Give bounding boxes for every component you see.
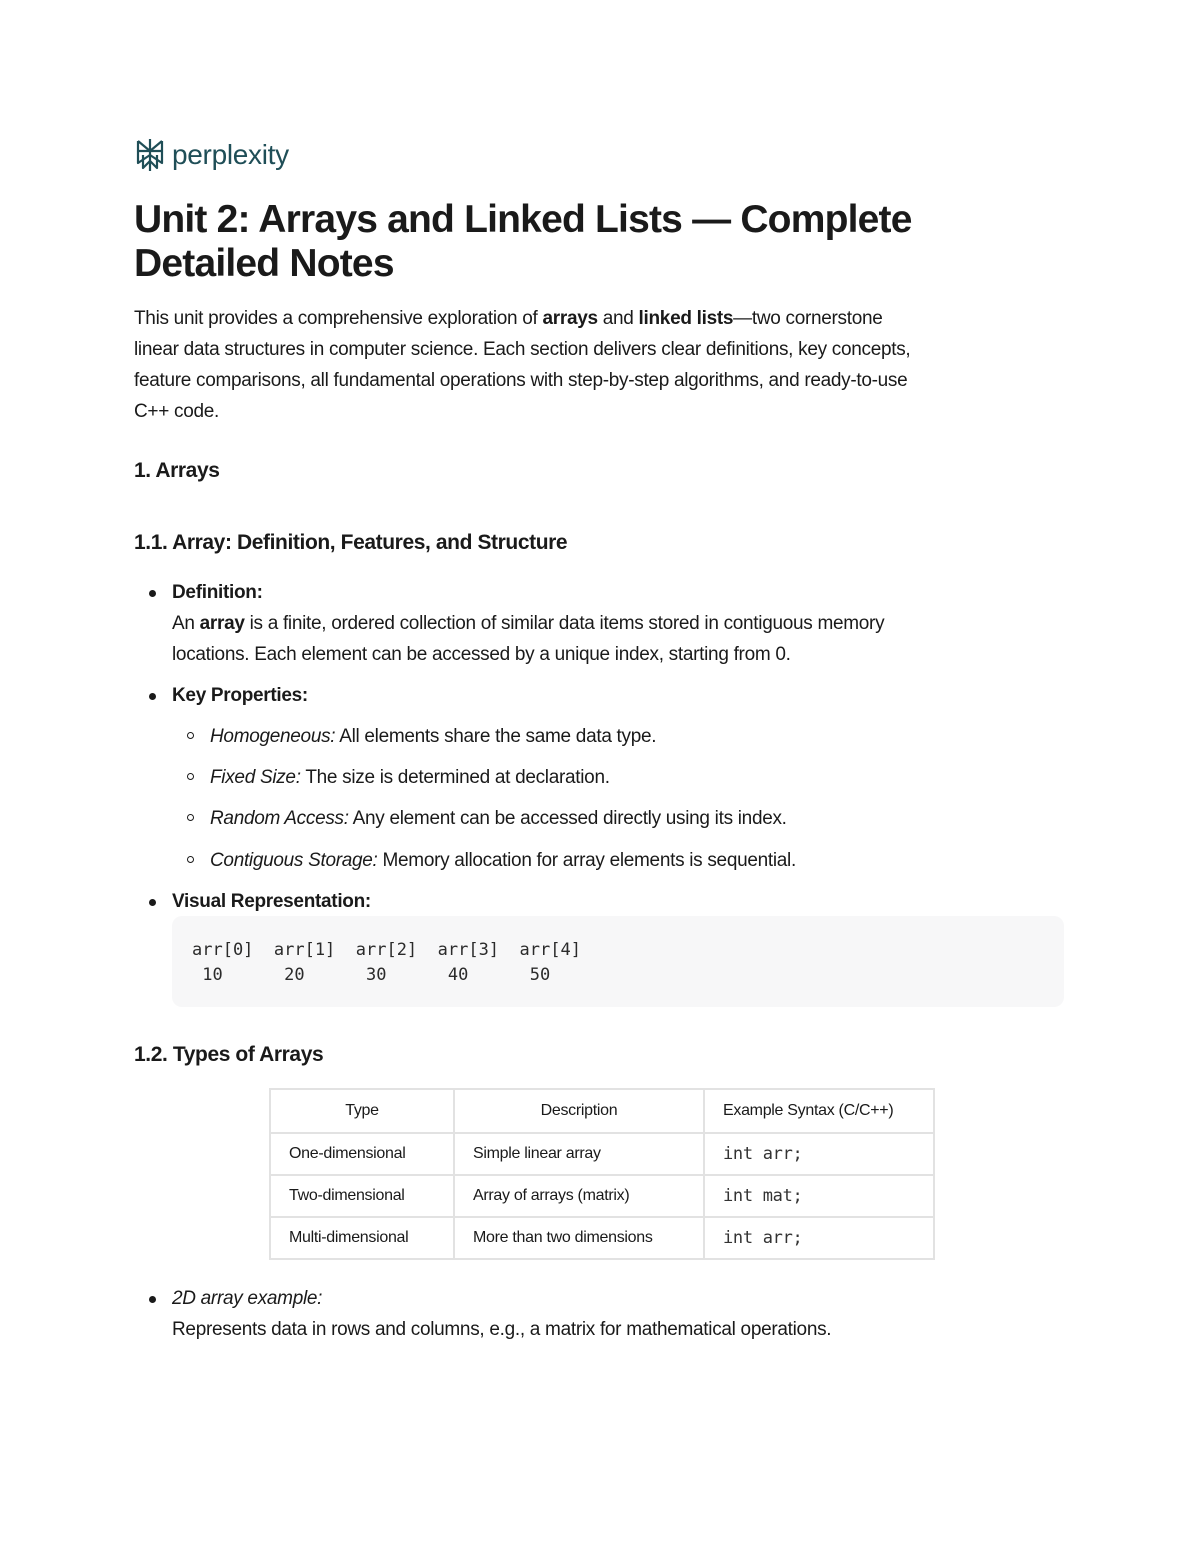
brand-wordmark: perplexity (172, 139, 289, 170)
bullet-marker (149, 1296, 156, 1303)
code-line-values: 10 20 30 40 50 (192, 965, 551, 985)
table-row (270, 1133, 934, 1175)
intro-line-1: This unit provides a comprehensive exploration of arrays and linked lists—two cornerstone (134, 308, 883, 329)
table-header-cell: Description (454, 1089, 704, 1133)
property-item: Fixed Size: The size is determined at declaration. (210, 767, 610, 788)
table-cell: int mat; (704, 1175, 934, 1217)
table-header-row (270, 1089, 934, 1133)
table-cell: int arr; (704, 1217, 934, 1259)
definition-line-2: locations. Each element can be accessed by a unique index, starting from 0. (172, 644, 791, 665)
sub-bullet-marker (187, 773, 194, 780)
property-item: Random Access: Any element can be accessed directly using its index. (210, 808, 787, 829)
intro-line-3: feature comparisons, all fundamental operations with step-by-step algorithms, and ready-to-use (134, 370, 908, 391)
table-cell: int arr; (704, 1133, 934, 1175)
intro-paragraph (134, 303, 1074, 427)
example-text: Represents data in rows and columns, e.g., a matrix for mathematical operations. (172, 1319, 832, 1340)
code-block (172, 916, 1064, 1007)
section-heading-arrays: 1. Arrays (134, 459, 220, 482)
subsection-heading-definition: 1.1. Array: Definition, Features, and Structure (134, 531, 568, 554)
intro-line-2: linear data structures in computer science. Each section delivers clear definitions, key concepts, (134, 339, 911, 360)
table-cell: More than two dimensions (454, 1217, 704, 1259)
table-cell: Multi-dimensional (270, 1217, 454, 1259)
table-header-cell: Example Syntax (C/C++) (704, 1089, 934, 1133)
subsection-heading-types: 1.2. Types of Arrays (134, 1043, 324, 1066)
sub-bullet-marker (187, 732, 194, 739)
bullet-marker (149, 693, 156, 700)
brand-logo (134, 137, 289, 173)
property-item: Contiguous Storage: Memory allocation for array elements is sequential. (210, 850, 796, 871)
sub-bullet-marker (187, 856, 194, 863)
array-types-table (269, 1088, 935, 1260)
table-header-cell: Type (270, 1089, 454, 1133)
visual-representation-label: Visual Representation: (172, 891, 371, 912)
table-row (270, 1217, 934, 1259)
table-cell: One-dimensional (270, 1133, 454, 1175)
bullet-marker (149, 899, 156, 906)
table-cell: Array of arrays (matrix) (454, 1175, 704, 1217)
example-label: 2D array example: (172, 1288, 323, 1309)
table-row (270, 1175, 934, 1217)
table-cell: Two-dimensional (270, 1175, 454, 1217)
sub-bullet-marker (187, 814, 194, 821)
definition-line-1: An array is a finite, ordered collection of similar data items stored in contiguous memory (172, 613, 885, 634)
property-item: Homogeneous: All elements share the same data type. (210, 726, 657, 747)
intro-line-4: C++ code. (134, 401, 219, 422)
key-properties-label: Key Properties: (172, 685, 308, 706)
code-line-indices: arr[0] arr[1] arr[2] arr[3] arr[4] (192, 940, 581, 960)
bullet-marker (149, 590, 156, 597)
perplexity-logo-icon (134, 137, 166, 173)
table-cell: Simple linear array (454, 1133, 704, 1175)
definition-label: Definition: (172, 582, 263, 603)
document-title: Unit 2: Arrays and Linked Lists — Complete Detailed Notes (134, 198, 912, 285)
